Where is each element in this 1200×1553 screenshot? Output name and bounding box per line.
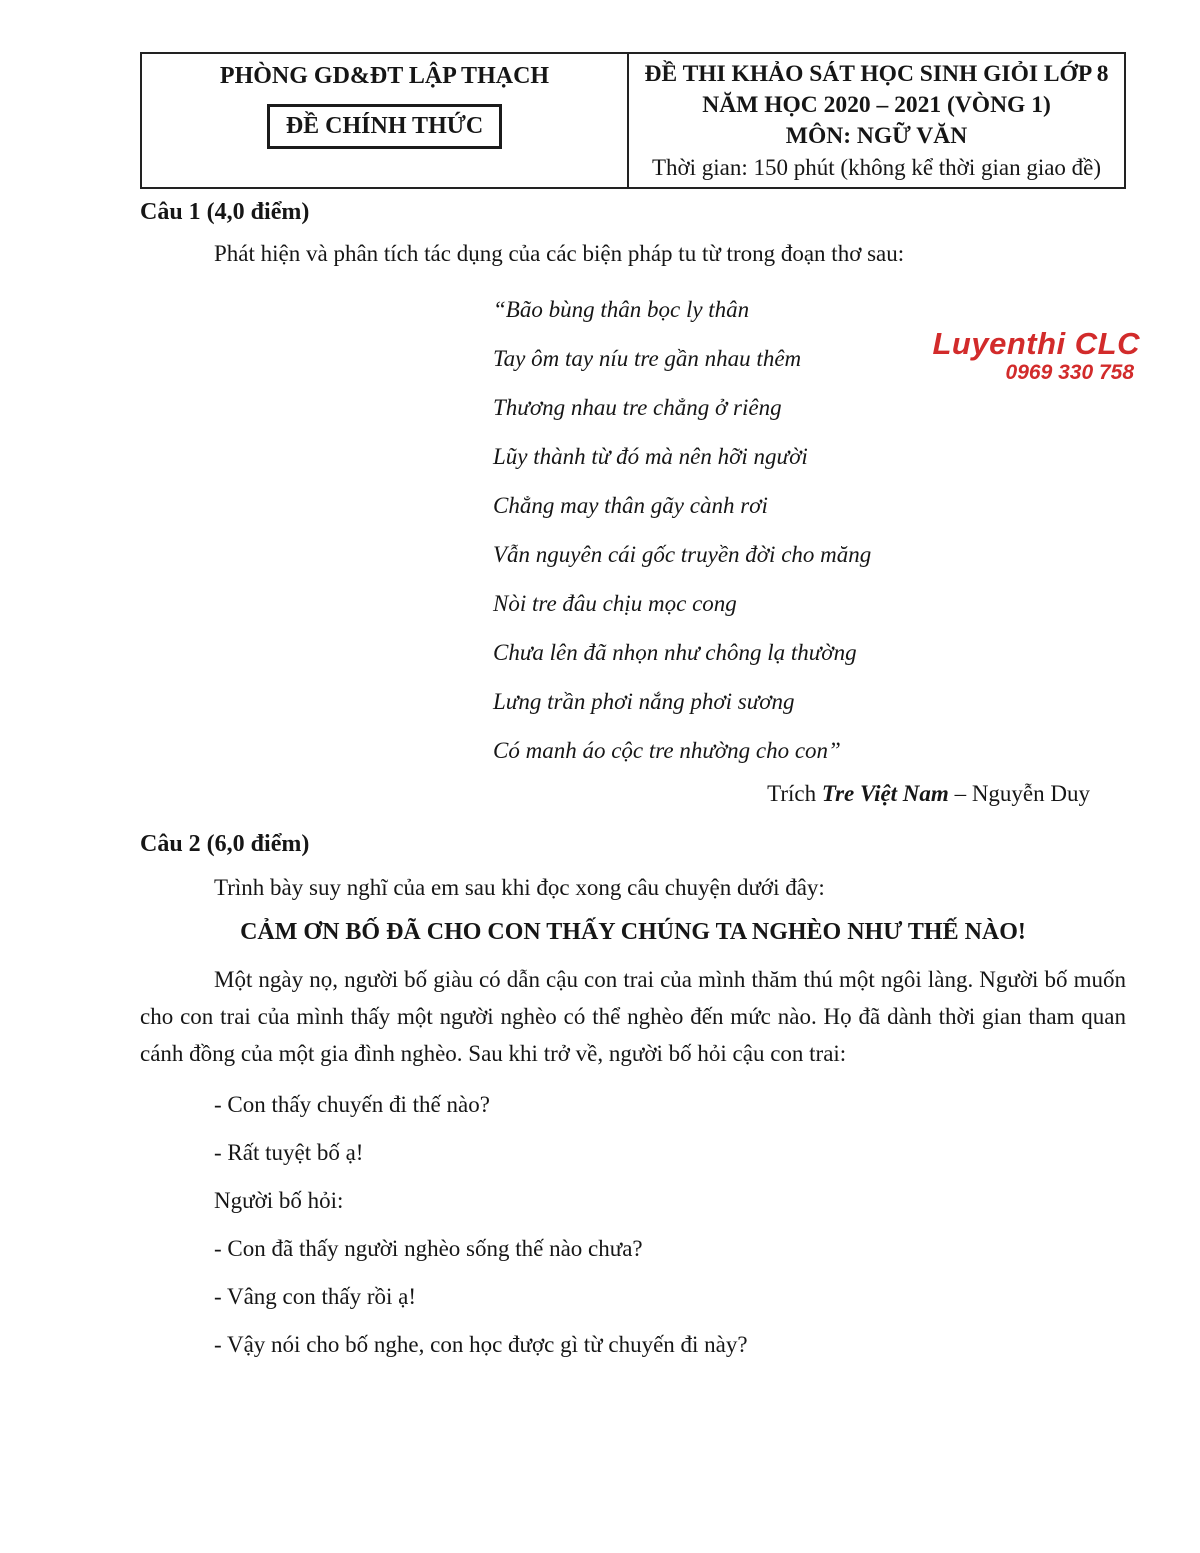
story-title: CẢM ƠN BỐ ĐÃ CHO CON THẤY CHÚNG TA NGHÈO NHƯ THẾ NÀO! — [240, 919, 1026, 945]
dialogue-line: - Vậy nói cho bố nghe, con học được gì từ chuyến đi này? — [214, 1332, 748, 1357]
header-right-cell — [629, 54, 1124, 187]
question-2-prompt: Trình bày suy nghĩ của em sau khi đọc xong câu chuyện dưới đây: — [214, 875, 825, 900]
poem-line: Lưng trần phơi nắng phơi sương — [493, 689, 795, 714]
citation-work-title: Tre Việt Nam — [821, 781, 949, 806]
poem-line: Tay ôm tay níu tre gần nhau thêm — [493, 346, 802, 371]
poem-line: “Bão bùng thân bọc ly thân — [493, 297, 750, 322]
poem-line: Có manh áo cộc tre nhường cho con” — [493, 738, 841, 763]
poem-citation — [140, 779, 1090, 809]
question-1-prompt: Phát hiện và phân tích tác dụng của các biện pháp tu từ trong đoạn thơ sau: — [214, 241, 905, 266]
brand-watermark-phone: 0969 330 758 — [1005, 361, 1134, 384]
exam-duration: Thời gian: 150 phút (không kể thời gian giao đề) — [651, 155, 1102, 180]
dialogue-line: Người bố hỏi: — [214, 1188, 344, 1213]
poem-line: Vẫn nguyên cái gốc truyền đời cho măng — [493, 542, 872, 567]
dialogue-line: - Con thấy chuyến đi thế nào? — [214, 1092, 490, 1117]
question-2-heading: Câu 2 (6,0 điểm) — [140, 831, 310, 857]
poem-line: Thương nhau tre chẳng ở riêng — [493, 395, 782, 420]
header-left-cell — [142, 54, 629, 187]
header-table — [140, 52, 1126, 189]
citation-prefix: Trích — [767, 781, 822, 806]
subject-name: MÔN: NGỮ VĂN — [785, 123, 968, 149]
poem-line: Chẳng may thân gãy cành rơi — [493, 493, 768, 518]
exam-title: ĐỀ THI KHẢO SÁT HỌC SINH GIỎI LỚP 8 — [644, 61, 1109, 87]
department-name: PHÒNG GD&ĐT LẬP THẠCH — [219, 63, 550, 89]
poem-line: Chưa lên đã nhọn như chông lạ thường — [493, 640, 857, 665]
school-year: NĂM HỌC 2020 – 2021 (VÒNG 1) — [702, 92, 1051, 118]
official-exam-seal-box: ĐỀ CHÍNH THỨC — [267, 104, 502, 149]
dialogue-line: - Rất tuyệt bố ạ! — [214, 1140, 364, 1165]
brand-watermark — [900, 328, 1140, 383]
story-dialogue — [140, 1090, 1126, 1360]
dialogue-line: - Con đã thấy người nghèo sống thế nào chưa? — [214, 1236, 643, 1261]
poem-line: Nòi tre đâu chịu mọc cong — [493, 591, 737, 616]
question-1-heading: Câu 1 (4,0 điểm) — [140, 199, 310, 225]
dialogue-line: - Vâng con thấy rồi ạ! — [214, 1284, 417, 1309]
poem-line: Lũy thành từ đó mà nên hỡi người — [493, 444, 808, 469]
brand-watermark-name: Luyenthi CLC — [932, 326, 1140, 361]
citation-author: – Nguyễn Duy — [948, 781, 1090, 806]
story-paragraph: Một ngày nọ, người bố giàu có dẫn cậu con trai của mình thăm thú một ngôi làng. Người bố muốn cho con trai của mình thấy một người nghèo có thể nghèo đến mức nào. Họ đã dành thời gian tham quan cánh đồng của một gia đình nghèo. Sau khi trở về, người bố hỏi cậu con trai: — [140, 967, 1126, 1066]
